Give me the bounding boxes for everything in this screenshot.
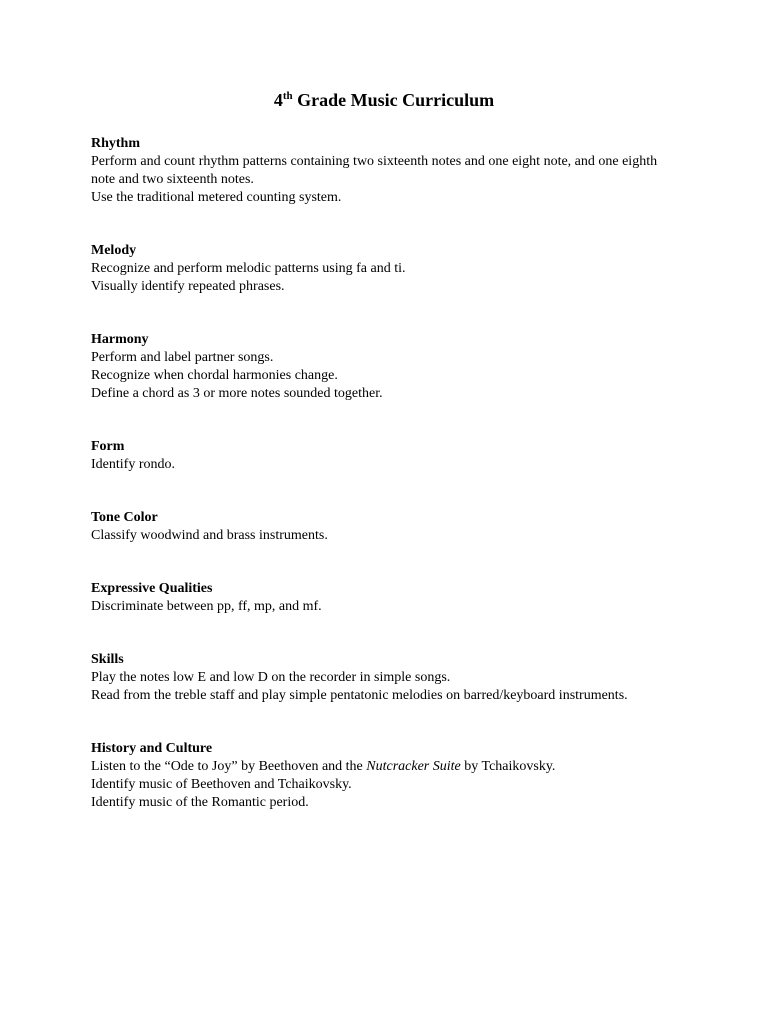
curriculum-sections <box>91 135 711 812</box>
section-line: Define a chord as 3 or more notes sounded together. <box>91 386 383 401</box>
section-skills <box>91 651 711 705</box>
section-line: Use the traditional metered counting system. <box>91 190 342 205</box>
section-line: Recognize when chordal harmonies change. <box>91 368 338 383</box>
section-rhythm <box>91 135 711 207</box>
section-heading: Rhythm <box>91 136 141 151</box>
section-line <box>91 758 711 776</box>
section-form <box>91 438 711 474</box>
section-harmony <box>91 331 711 403</box>
section-line: Identify music of Beethoven and Tchaikovsky. <box>91 777 352 792</box>
title-text: Grade Music Curriculum <box>292 90 495 110</box>
section-line: Classify woodwind and brass instruments. <box>91 528 328 543</box>
section-line: Discriminate between pp, ff, mp, and mf. <box>91 599 322 614</box>
page-title <box>0 88 768 112</box>
line-text: by Tchaikovsky. <box>460 759 556 774</box>
section-line: Visually identify repeated phrases. <box>91 279 285 294</box>
section-expressive-qualities <box>91 580 711 616</box>
section-heading: Tone Color <box>91 510 158 525</box>
section-line: Perform and count rhythm patterns containing two sixteenth notes and one eight note, and one eighth note and two sixteenth notes. <box>91 154 658 187</box>
section-line: Recognize and perform melodic patterns using fa and ti. <box>91 261 406 276</box>
title-grade-number: 4 <box>273 90 283 110</box>
section-line: Perform and label partner songs. <box>91 350 274 365</box>
section-heading: Skills <box>91 652 124 667</box>
section-history-and-culture <box>91 740 711 812</box>
section-heading: Harmony <box>91 332 149 347</box>
section-melody <box>91 242 711 296</box>
section-line: Identify music of the Romantic period. <box>91 795 309 810</box>
line-text: Listen to the “Ode to Joy” by Beethoven and the <box>91 759 367 774</box>
section-heading: History and Culture <box>91 741 213 756</box>
title-ordinal-suffix: th <box>282 90 293 102</box>
section-line: Identify rondo. <box>91 457 175 472</box>
section-heading: Expressive Qualities <box>91 581 213 596</box>
section-line: Read from the treble staff and play simple pentatonic melodies on barred/keyboard instruments. <box>91 688 628 703</box>
section-heading: Form <box>91 439 125 454</box>
section-heading: Melody <box>91 243 137 258</box>
section-line: Play the notes low E and low D on the recorder in simple songs. <box>91 670 451 685</box>
work-title-italic: Nutcracker Suite <box>366 759 461 774</box>
section-tone-color <box>91 509 711 545</box>
